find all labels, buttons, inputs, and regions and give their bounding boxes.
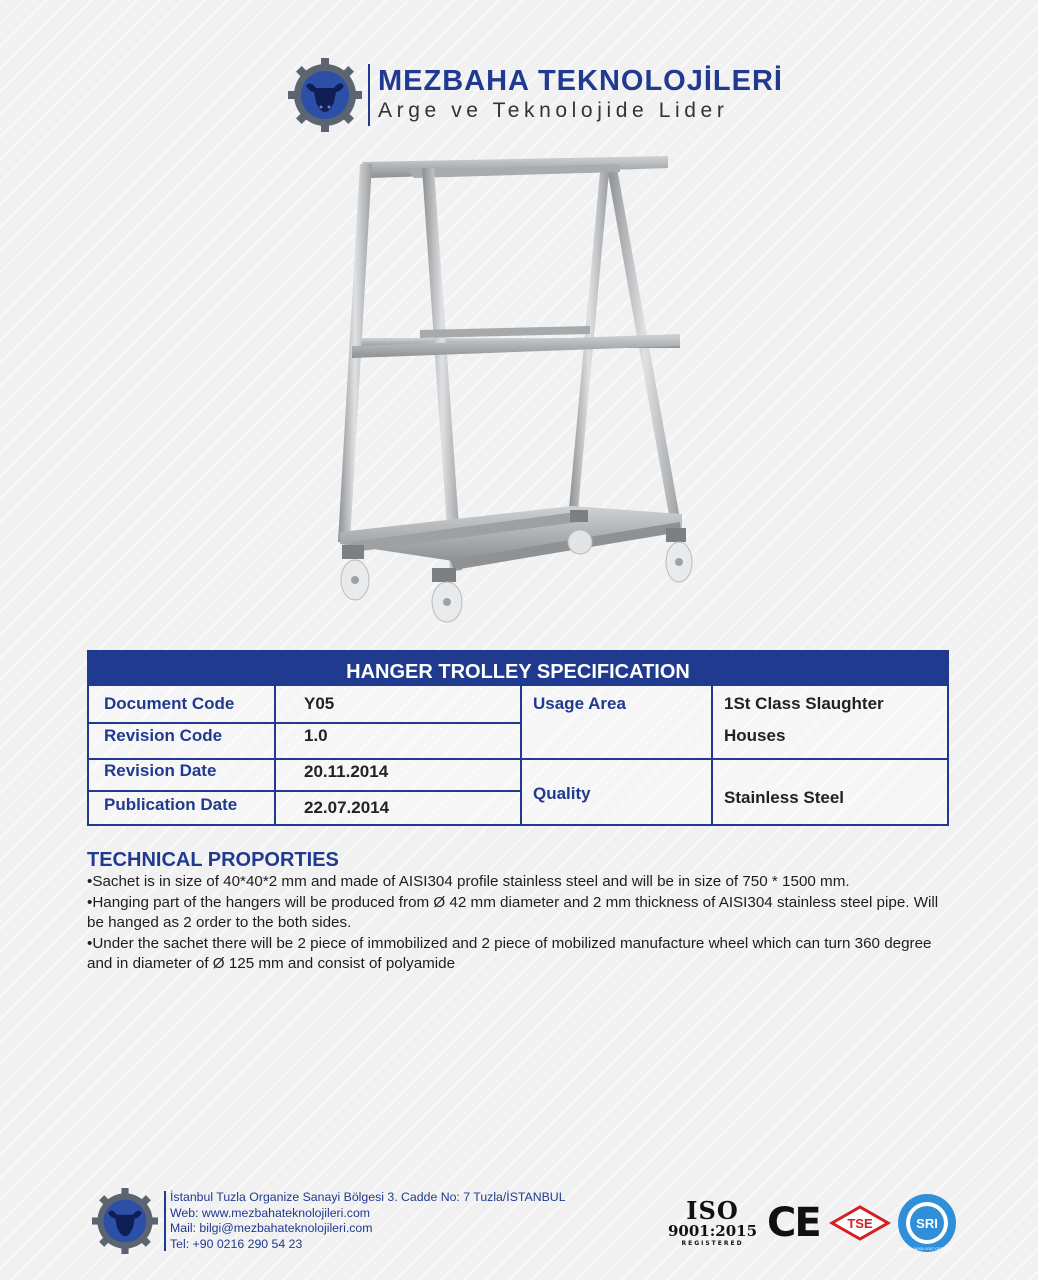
iso-mark: ISO — [686, 1195, 739, 1225]
hanger-trolley-image — [330, 150, 700, 630]
ce-mark: CE — [767, 1200, 820, 1246]
col-divider — [274, 686, 276, 824]
col-divider — [711, 686, 713, 824]
document-code-value: Y05 — [304, 694, 335, 713]
revision-date-value: 20.11.2014 — [304, 762, 389, 781]
publication-date-value: 22.07.2014 — [304, 798, 390, 817]
footer-divider — [164, 1191, 166, 1251]
bull-gear-icon — [92, 1188, 158, 1254]
quality-label: Quality — [533, 784, 591, 803]
footer-web[interactable]: Web: www.mezbahateknolojileri.com — [170, 1205, 371, 1220]
row-divider — [89, 790, 522, 792]
footer-tel: Tel: +90 0216 290 54 23 — [170, 1236, 303, 1251]
document-code-label: Document Code — [104, 694, 235, 713]
certifications — [668, 1192, 958, 1254]
technical-item: •Sachet is in size of 40*40*2 mm and made of AISI304 profile stainless steel and will be in size of 750 * 1500 mm. — [87, 873, 850, 890]
usage-area-label: Usage Area — [533, 694, 626, 713]
brand-divider — [368, 64, 370, 126]
usage-area-value-line2: Houses — [724, 726, 786, 745]
sri-ring-text: OHSAS 18001:2007 CERTIFIED — [897, 1246, 956, 1251]
iso-9001-badge — [668, 1195, 758, 1248]
iso-number: 9001:2015 — [668, 1221, 758, 1240]
row-divider — [89, 758, 949, 760]
row-divider — [89, 722, 522, 724]
usage-area-value-line1: 1St Class Slaughter — [724, 694, 884, 713]
sri-label: SRI — [915, 1216, 938, 1231]
footer-contact — [92, 1188, 566, 1254]
spec-grid — [87, 686, 949, 826]
footer-mail[interactable]: Mail: bilgi@mezbahateknolojileri.com — [170, 1221, 373, 1235]
revision-date-label: Revision Date — [104, 761, 217, 780]
col-divider — [520, 686, 522, 824]
technical-item: •Under the sachet there will be 2 piece of immobilized and 2 piece of mobilized manufacture wheel which can turn 360 degree and in diameter of Ø 125 mm and consist of polyamide — [87, 934, 932, 972]
wheel — [341, 545, 369, 600]
revision-code-value: 1.0 — [304, 726, 328, 745]
tse-label: TSE — [847, 1216, 873, 1231]
brand-tagline: Arge ve Teknolojide Lider — [378, 99, 729, 122]
wheel — [666, 528, 692, 582]
brand-name: MEZBAHA TEKNOLOJİLERİ — [378, 65, 783, 97]
revision-code-label: Revision Code — [104, 726, 223, 745]
technical-title: TECHNICAL PROPORTIES — [87, 849, 339, 871]
spec-title: HANGER TROLLEY SPECIFICATION — [87, 650, 949, 686]
spec-table — [87, 650, 949, 826]
tse-badge — [828, 1203, 892, 1243]
sri-badge — [896, 1192, 958, 1254]
bull-gear-icon — [288, 58, 362, 132]
brand-header — [288, 58, 783, 132]
quality-value: Stainless Steel — [724, 788, 845, 807]
wheel — [432, 568, 462, 622]
technical-section — [87, 848, 957, 975]
footer-address: İstanbul Tuzla Organize Sanayi Bölgesi 3. Cadde No: 7 Tuzla/İSTANBUL — [170, 1190, 566, 1204]
iso-registered: REGISTERED — [681, 1239, 744, 1247]
publication-date-label: Publication Date — [104, 795, 238, 814]
technical-item: •Hanging part of the hangers will be produced from Ø 42 mm diameter and 2 mm thickness of AISI304 stainless steel pipe. Will be hanged as 2 order to the both sides. — [87, 893, 939, 931]
